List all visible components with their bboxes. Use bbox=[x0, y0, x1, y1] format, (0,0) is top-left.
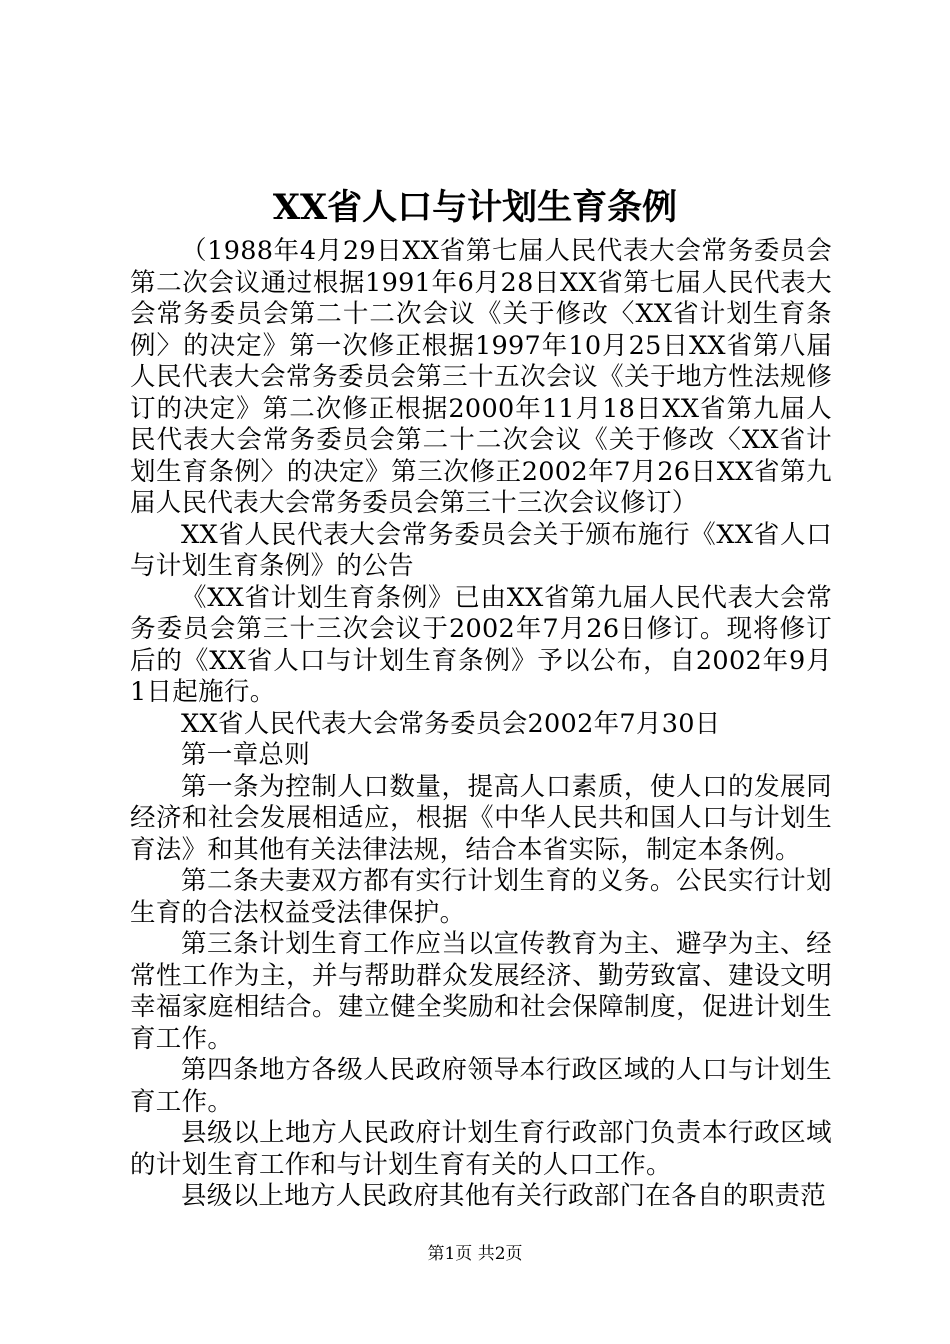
announcement-paragraph: 《XX省计划生育条例》已由XX省第九届人民代表大会常务委员会第三十三次会议于2002年7月26日修订。现将修订后的《XX省人口与计划生育条例》予以公布，自2002年9月1日起施行。 bbox=[130, 582, 832, 707]
document-body bbox=[130, 236, 832, 1213]
article-paragraph: 县级以上地方人民政府计划生育行政部门负责本行政区域的计划生育工作和与计划生育有关的人口工作。 bbox=[130, 1118, 832, 1180]
announcement-heading: XX省人民代表大会常务委员会关于颁布施行《XX省人口与计划生育条例》的公告 bbox=[130, 519, 832, 581]
announcement-signature: XX省人民代表大会常务委员会2002年7月30日 bbox=[181, 708, 721, 739]
article-paragraph: 第一条为控制人口数量，提高人口素质，使人口的发展同经济和社会发展相适应，根据《中华人民共和国人口与计划生育法》和其他有关法律法规，结合本省实际，制定本条例。 bbox=[130, 771, 832, 865]
chapter-heading: 第一章总则 bbox=[181, 740, 311, 770]
article-paragraph: 第二条夫妻双方都有实行计划生育的义务。公民实行计划生育的合法权益受法律保护。 bbox=[130, 866, 832, 928]
article-paragraph: 第三条计划生育工作应当以宣传教育为主、避孕为主、经常性工作为主，并与帮助群众发展经济、勤劳致富、建设文明幸福家庭相结合。建立健全奖励和社会保障制度，促进计划生育工作。 bbox=[130, 929, 832, 1054]
page-number-footer: 第1页 共2页 bbox=[427, 1244, 523, 1264]
article-paragraph: 第四条地方各级人民政府领导本行政区域的人口与计划生育工作。 bbox=[130, 1055, 832, 1117]
document-title: XX省人口与计划生育条例 bbox=[272, 187, 678, 228]
preamble-paragraph: （1988年4月29日XX省第七届人民代表大会常务委员会第二次会议通过根据1991年6月28日XX省第七届人民代表大会常务委员会第二十二次会议《关于修改〈XX省计划生育条例〉的决定》第一次修正根据1997年10月25日XX省第八届人民代表大会常务委员会第三十五次会议《关于地方性法规修订的决定》第二次修正根据2000年11月18日XX省第九届人民代表大会常务委员会第二十二次会议《关于修改〈XX省计划生育条例〉的决定》第三次修正2002年7月26日XX省第九届人民代表大会常务委员会第三十三次会议修订） bbox=[130, 236, 832, 518]
article-paragraph: 县级以上地方人民政府其他有关行政部门在各自的职责范 bbox=[181, 1181, 827, 1211]
